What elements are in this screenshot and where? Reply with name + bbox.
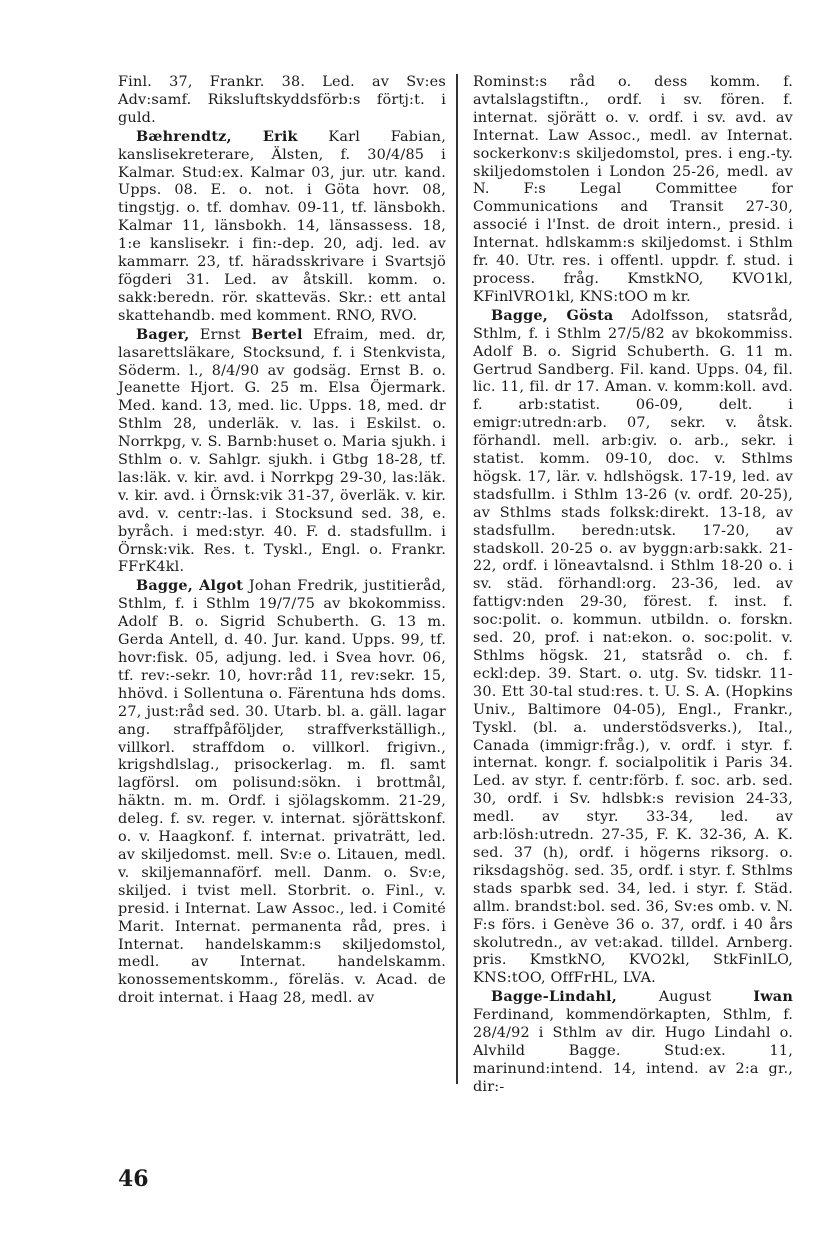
entry-text: Adolfsson, statsråd, Sthlm, f. i Sthlm 27/5/82 av bkokommiss. Adolf B. o. Sigrid Schuberth. G. 11 m. Gertrud Sandberg. Fil. kand. Upps. 04, fil. lic. 11, fil. dr 17. Aman. v. komm:koll. avd. f. arb:statist. 06-09, delt. i emigr:utredn:arb. 07, sekr. v. åtsk. förhandl. mell. arb:giv. o. arb., sekr. i statist. komm. 09-10, doc. v. Sthlms högsk. 17, lär. v. hdlshögsk. 17-19, led. av stadsfullm. i Sthlm 13-26 (v. ordf. 20-25), av Sthlms stads folksk:direkt. 13-18, av stadsfullm. beredn:utsk. 17-20, av stadskoll. 20-25 o. av byggn:arb:sakk. 21-22, ordf. i löneavtalsnd. i Sthlm 18-20 o. i sv. städ. förhandl:org. 23-36, led. av fattigv:nden 29-30, förest. f. inst. f. soc:polit. o. kommun. utbildn. o. forskn. sed. 20, prof. i nat:ekon. o. soc:polit. v. Sthlms högsk. 21, statsråd o. ch. f. eckl:dep. 39. Start. o. utg. Sv. tidskr. 11-30. Ett 30-tal stud:res. t. U. S. A. (Hopkins Univ., Baltimore 04-05), Engl., Frankr., Tyskl. (bl. a. understödsverks.), Ital., Canada (immigr:fråg.), v. ordf. i styr. f. internat. kongr. f. socialpolitik i Paris 34. Led. av styr. f. centr:förb. f. soc. arb. sed. 30, ordf. i Sv. hdlsbk:s revision 24-33, medl. av styr. 33-34, led. av arb:lösh:utredn. 27-35, F. K. 32-36, A. K. sed. 37 (h), ordf. i högerns riksorg. o. riksdagshög. sed. 35, ordf. i styr. f. Sthlms stads sparbk sed. 34, led. i styr. f. Städ. allm. brandst:bol. sed. 36, Sv:es omb. v. N. F:s förs. i Genève 36 o. 37, ordf. i 40 års skolutredn., av vet:akad. tilldel. Arnberg. pris. KmstkNO, KVO2kl, StkFinlLO, KNS:tOO, OffFrHL, LVA.	[473, 307, 793, 987]
biography-entry	[118, 577, 446, 1008]
entry-headword: Bagge-Lindahl,	[491, 988, 617, 1006]
page-number: 46	[118, 1166, 149, 1192]
continued-entry	[473, 74, 793, 307]
entry-call-name: Bertel	[251, 325, 303, 343]
column-divider	[456, 74, 458, 1084]
entry-given-name: August	[616, 989, 754, 1006]
entry-headword: Bagge, Algot	[136, 577, 244, 595]
entry-text: Ferdinand, kommendörkapten, Sthlm, f. 28/4/92 i Sthlm av dir. Hugo Lindahl o. Alvhild Bagge. Stud:ex. 11, marinund:intend. 14, intend. av 2:a gr., dir:-	[473, 1007, 793, 1095]
biography-entry	[118, 128, 446, 326]
entry-headword: Bæhrendtz, Erik	[136, 127, 298, 145]
entry-text: Johan Fredrik, justitieråd, Sthlm, f. i Sthlm 19/7/75 av bkokommiss. Adolf B. o. Sigrid Schuberth. G. 13 m. Gerda Antell, d. 40. Jur. kand. Upps. 99, tf. hovr:fisk. 05, adjung. led. i Svea hovr. 06, tf. rev:-sekr. 10, hovr:råd 11, rev:sekr. 15, hhövd. i Sollentuna o. Färentuna hds doms. 27, just:råd sed. 30. Utarb. bl. a. gäll. lagar ang. straffpåföljder, straffverkställigh., villkorl. straffdom o. villkorl. frigivn., krigshdlslag., prisockerlag. m. fl. samt lagförsl. om polisund:sökn. i brottmål, häktn. m. m. Ordf. i sjölagskomm. 21-29, deleg. f. sv. reger. v. internat. sjörättskonf. o. v. Haagkonf. f. internat. privaträtt, led. av skiljedomst. mell. Sv:e o. Litauen, medl. v. skiljemannaförf. mell. Danm. o. Sv:e, skiljed. i tvist mell. Storbrit. o. Finl., v. presid. i Internat. Law Assoc., led. i Comité Marit. Internat. permanenta råd, pres. i Internat. handelskamm:s skiljedomstol, medl. av Internat. handelskamm. konossementskomm., föreläs. v. Acad. de droit internat. i Haag 28, medl. av	[118, 578, 446, 1007]
biography-entry	[473, 988, 793, 1096]
entry-call-name: Iwan	[753, 988, 793, 1006]
left-column	[118, 74, 446, 1008]
right-column	[473, 74, 793, 1097]
continued-entry	[118, 74, 446, 128]
biography-entry	[473, 307, 793, 988]
entry-given-name: Ernst	[189, 326, 252, 343]
entry-text: Rominst:s råd o. dess komm. f. avtalslagstiftn., ordf. i sv. fören. f. internat. sjörätt o. v. ordf. i sv. avd. av Internat. Law Assoc., medl. av Internat. sockerkonv:s skiljedomstol, pres. i eng.-ty. skiljedomstolen i London 25-26, medl. av N. F:s Legal Committee for Communications and Transit 27-30, associé i l'Inst. de droit intern., presid. i Internat. hdlskamm:s skiljedomst. i Sthlm fr. 40. Utr. res. i offentl. uppdr. f. stud. i process. fråg. KmstkNO, KVO1kl, KFinlVRO1kl, KNS:tOO m kr.	[473, 74, 793, 305]
entry-text: Efraim, med. dr, lasarettsläkare, Stocksund, f. i Stenkvista, Söderm. l., 8/4/90 av godsäg. Ernst B. o. Jeanette Hjort. G. 25 m. Elsa Öjermark. Med. kand. 13, med. lic. Upps. 18, med. dr Sthlm 28, underläk. v. las. i Eskilst. o. Norrkpg, v. S. Barnb:huset o. Maria sjukh. i Sthlm o. v. Sahlgr. sjukh. i Gtbg 18-28, tf. las:läk. v. kir. avd. i Norrkpg 29-30, las:läk. v. kir. avd. i Örnsk:vik 31-37, överläk. v. kir. avd. v. centr:-las. i Stocksund sed. 38, e. byråch. i med:styr. 40. F. d. stadsfullm. i Örnsk:vik. Res. t. Tyskl., Engl. o. Frankr. FFrK4kl.	[118, 326, 446, 576]
biography-entry	[118, 326, 446, 578]
entry-text: Karl Fabian, kanslisekreterare, Älsten, f. 30/4/85 i Kalmar. Stud:ex. Kalmar 03, jur. utr. kand. Upps. 08. E. o. not. i Göta hovr. 08, tingstjg. o. tf. domhav. 09-11, tf. länsbokh. Kalmar 11, länsbokh. 14, länsassess. 18, 1:e kanslisekr. i fin:-dep. 20, adj. led. av kammarr. 23, tf. häradsskrivare i Svartsjö fögderi 31. Led. av åtskill. komm. o. sakk:beredn. rör. skatteväs. Skr.: ett antal skattehandb. med komment. RNO, RVO.	[118, 128, 446, 324]
entry-headword: Bager,	[136, 325, 190, 343]
entry-text: Finl. 37, Frankr. 38. Led. av Sv:es Adv:samf. Riksluftskyddsförb:s förtj:t. i guld.	[118, 74, 446, 126]
entry-headword: Bagge, Gösta	[491, 306, 614, 324]
